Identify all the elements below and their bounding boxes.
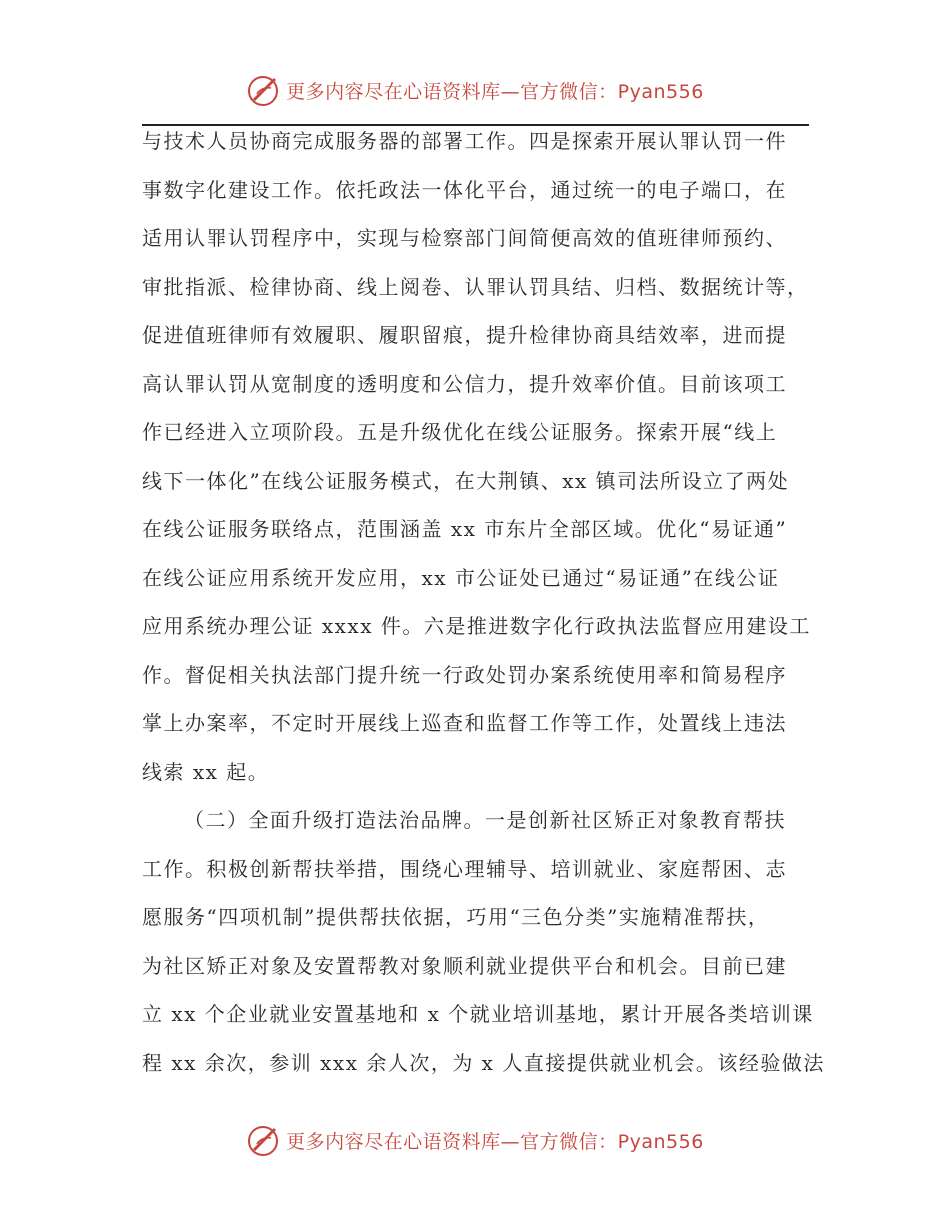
text-line: 应用系统办理公证 xxxx 件。六是推进数字化行政执法监督应用建设工 — [142, 614, 811, 638]
text-line: 在线公证应用系统开发应用，xx 市公证处已通过“易证通”在线公证 — [142, 565, 780, 590]
text-line: 事数字化建设工作。依托政法一体化平台，通过统一的电子端口，在 — [142, 177, 787, 202]
text-line: 立 xx 个企业就业安置基地和 x 个就业培训基地，累计开展各类培训课 — [142, 1002, 814, 1026]
text-line: 掌上办案率，不定时开展线上巡查和监督工作等工作，处置线上违法 — [142, 711, 787, 735]
text-line: 高认罪认罚从宽制度的透明度和公信力，提升效率价值。目前该项工 — [142, 371, 787, 396]
header-banner — [0, 68, 950, 112]
pen-logo-icon — [246, 72, 282, 108]
text-line: 作已经进入立项阶段。五是升级优化在线公证服务。探索开展“线上 — [142, 420, 778, 444]
text-line: 为社区矫正对象及安置帮教对象顺利就业提供平台和机会。目前已建 — [142, 953, 787, 978]
text-line: 适用认罪认罚程序中，实现与检察部门间简便高效的值班律师预约、 — [142, 226, 787, 250]
pen-logo-icon — [246, 1122, 282, 1158]
text-line: 工作。积极创新帮扶举措，围绕心理辅导、培训就业、家庭帮困、志 — [142, 856, 787, 881]
text-line: 线索 xx 起。 — [142, 759, 270, 784]
text-line: 与技术人员协商完成服务器的部署工作。四是探索开展认罪认罚一件 — [142, 129, 787, 153]
text-line: 程 xx 余次，参训 xxx 余人次，为 x 人直接提供就业机会。该经验做法 — [142, 1050, 825, 1075]
footer-banner — [0, 1118, 950, 1162]
footer-banner-text: 更多内容尽在心语资料库—官方微信：Pyan556 — [286, 1130, 704, 1153]
section-heading-line: （二）全面升级打造法治品牌。一是创新社区矫正对象教育帮扶 — [184, 808, 786, 832]
text-line: 在线公证服务联络点，范围涵盖 xx 市东片全部区域。优化“易证通” — [142, 517, 788, 541]
text-line: 促进值班律师有效履职、履职留痕，提升检律协商具结效率，进而提 — [142, 323, 787, 347]
body-text — [142, 117, 825, 1087]
text-line: 作。督促相关执法部门提升统一行政处罚办案系统使用率和简易程序 — [142, 662, 787, 687]
header-banner-text: 更多内容尽在心语资料库—官方微信：Pyan556 — [286, 80, 704, 103]
text-line: 愿服务“四项机制”提供帮扶依据，巧用“三色分类”实施精准帮扶， — [142, 905, 770, 929]
text-line: 线下一体化”在线公证服务模式，在大荆镇、xx 镇司法所设立了两处 — [142, 468, 790, 493]
text-line: 审批指派、检律协商、线上阅卷、认罪认罚具结、归档、数据统计等， — [142, 274, 809, 299]
